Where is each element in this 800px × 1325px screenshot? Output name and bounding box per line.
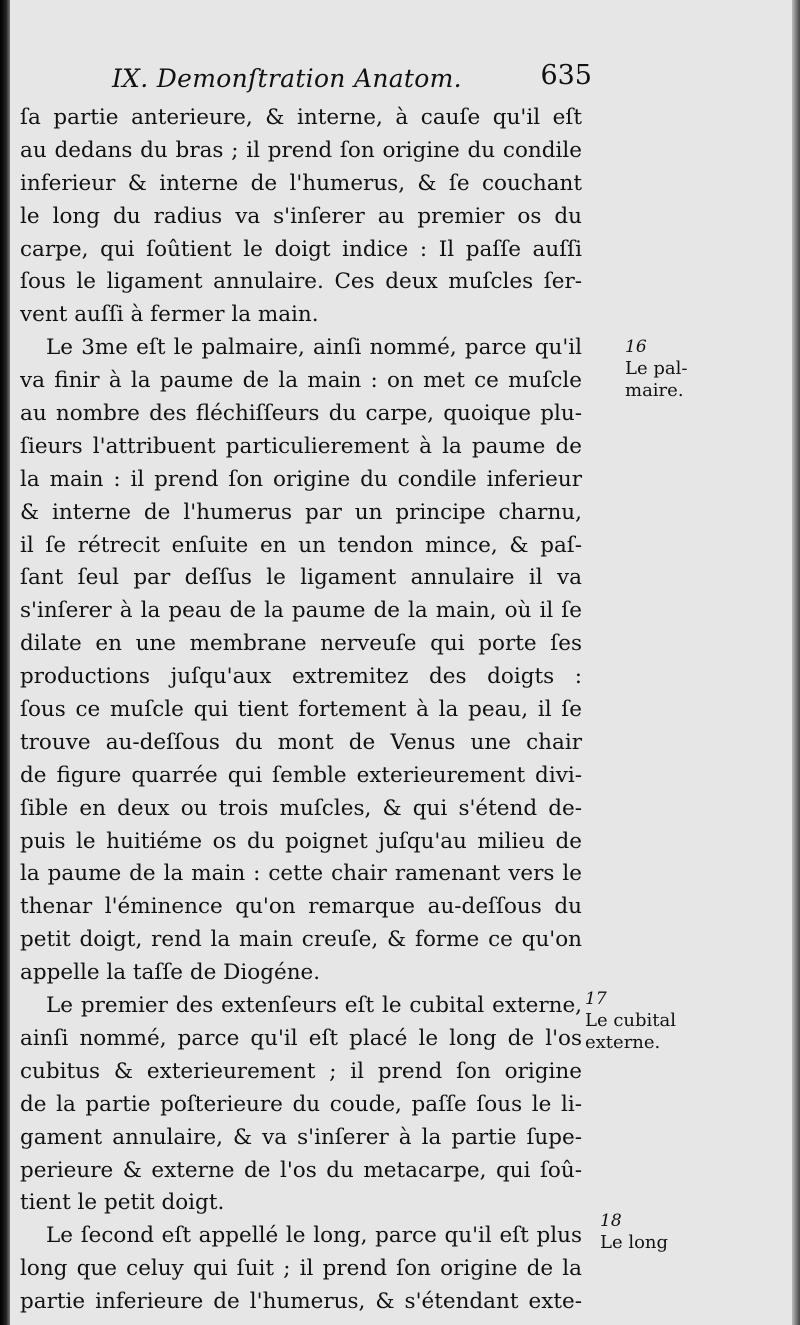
bleed-through-text [598, 110, 788, 1290]
text-line: carpe, qui ſoûtient le doigt indice : Il paſſe auſſi [20, 236, 582, 262]
text-line: au nombre des fléchiſſeurs du carpe, quoique plu- [20, 401, 582, 427]
paragraph-1 [20, 102, 582, 332]
text-line: de la partie poſterieure du coude, paſſe ſous le li- [20, 1091, 582, 1117]
text-line: vent auſſi à fermer la main. [20, 302, 319, 328]
margin-note-label: Le pal- [625, 358, 688, 379]
text-line: ſieurs l'attribuent particulierement à la paume de [20, 433, 582, 459]
paragraph-4 [20, 1220, 582, 1319]
paragraph-2 [20, 332, 582, 990]
text-line: tient le petit doigt. [20, 1190, 225, 1216]
text-line: de figure quarrée qui ſemble exterieurement divi- [20, 762, 582, 788]
text-line: ſous ce muſcle qui tient fortement à la peau, il ſe [20, 697, 582, 723]
text-line: la paume de la main : cette chair ramenant vers le [20, 861, 582, 887]
text-line: dilate en une membrane nerveuſe qui porte ſes [20, 631, 582, 657]
text-line: ſa partie anterieure, & interne, à cauſe qu'il eſt [20, 105, 582, 130]
text-line: gament annulaire, & va s'inſerer à la partie ſupe- [20, 1124, 582, 1150]
text-line: petit doigt, rend la main creuſe, & forme ce qu'on [20, 927, 582, 953]
margin-note-number: 17 [585, 989, 607, 1009]
page-edge-shadow [792, 0, 800, 1325]
text-line: le long du radius va s'inſerer au premier os du [20, 203, 582, 229]
page-header [112, 58, 592, 102]
text-line: partie inferieure de l'humerus, & s'étendant exte- [20, 1289, 582, 1315]
text-line: appelle la taſſe de Diogéne. [20, 960, 321, 986]
margin-note-label: Le cubital [585, 1010, 677, 1031]
text-line: il ſe rétrecit enſuite en un tendon mince, & paſ- [20, 532, 582, 558]
text-line: la main : il prend ſon origine du condile inferieur [20, 466, 582, 492]
text-line: cubitus & exterieurement ; il prend ſon origine [20, 1058, 582, 1084]
text-line: ſant ſeul par deſſus le ligament annulaire il va [20, 565, 582, 591]
text-line: s'inſerer à la peau de la paume de la main, où il ſe [20, 598, 582, 624]
page-binding-shadow [0, 0, 10, 1325]
text-line: thenar l'éminence qu'on remarque au-deſſous du [20, 894, 582, 920]
text-line: ainſi nommé, parce qu'il eſt placé le long de l'os [20, 1025, 582, 1051]
text-line: perieure & externe de l'os du metacarpe, qui ſoû- [20, 1157, 582, 1183]
text-line: puis le huitiéme os du poignet juſqu'au milieu de [20, 828, 582, 854]
body-text [20, 102, 582, 1319]
page-number: 635 [540, 60, 592, 91]
text-line: inferieur & interne de l'humerus, & ſe couchant [20, 170, 582, 196]
text-line: au dedans du bras ; il prend ſon origine du condile [20, 137, 582, 163]
margin-note-number: 18 [600, 1211, 622, 1231]
margin-note-palmaire [625, 336, 687, 402]
text-line: long que celuy qui ſuit ; il prend ſon origine de la [20, 1256, 582, 1282]
text-line: ſous le ligament annulaire. Ces deux muſcles ſer- [20, 269, 582, 295]
text-line: Le 3me eſt le palmaire, ainſi nommé, parce qu'il [46, 335, 582, 361]
text-line: Le ſecond eſt appellé le long, parce qu'il eſt plus [46, 1223, 582, 1249]
text-line: Le premier des extenſeurs eſt le cubital externe, [46, 993, 582, 1019]
margin-note-label: maire. [625, 380, 684, 401]
margin-note-cubital-externe [585, 988, 676, 1054]
text-line: productions juſqu'aux extremitez des doigts : [20, 664, 582, 690]
margin-note-number: 16 [625, 337, 647, 357]
text-line: trouve au-deſſous du mont de Venus une chair [20, 729, 582, 755]
margin-note-label: Le long [600, 1232, 669, 1253]
text-line: va finir à la paume de la main : on met ce muſcle [20, 368, 582, 394]
margin-note-long [600, 1210, 668, 1254]
text-line: & interne de l'humerus par un principe charnu, [20, 499, 582, 525]
text-line: ſible en deux ou trois muſcles, & qui s'étend de- [20, 795, 582, 821]
running-head: IX. Demonſtration Anatom. [112, 64, 462, 93]
paragraph-3 [20, 990, 582, 1220]
margin-note-label: externe. [585, 1032, 661, 1053]
